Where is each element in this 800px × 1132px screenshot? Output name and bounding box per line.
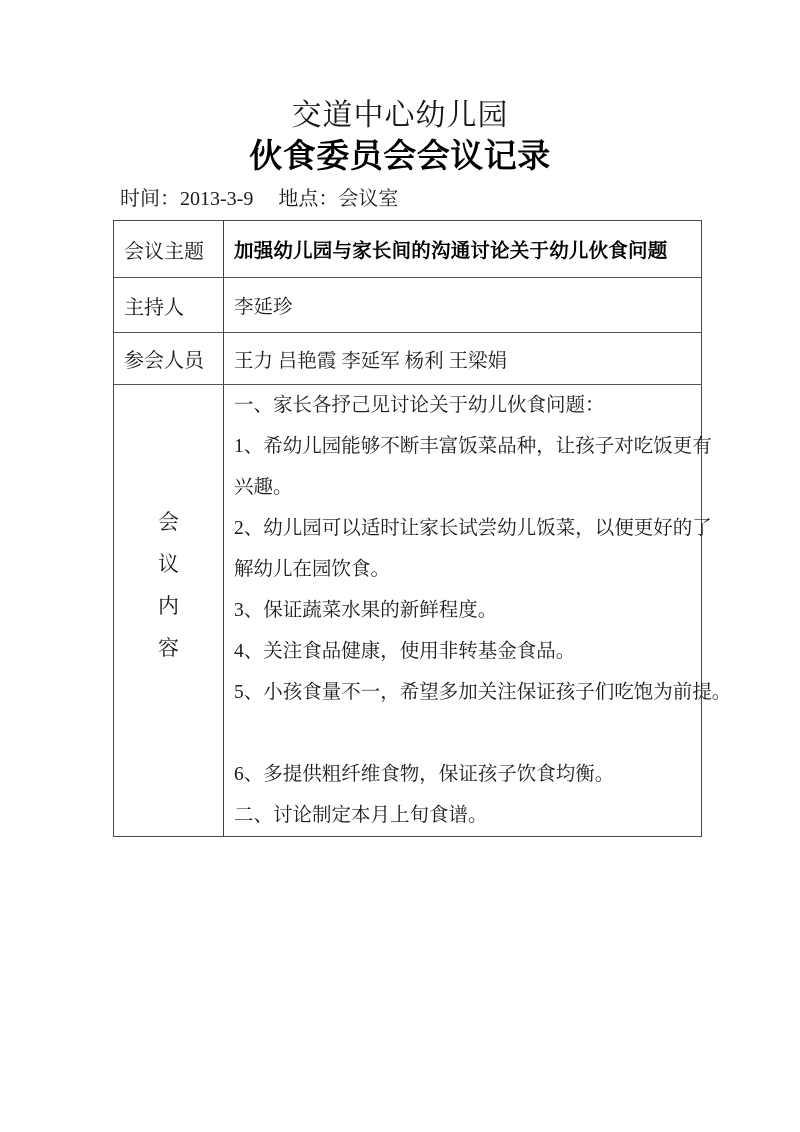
- doc-subtitle: 伙食委员会会议记录: [249, 137, 551, 174]
- content-label-vertical: [114, 509, 223, 661]
- content-line: 兴趣。: [234, 477, 293, 498]
- content-line: 1、希幼儿园能够不断丰富饭菜品种，让孩子对吃饭更有: [234, 436, 712, 457]
- attendees-value: 王力 吕艳霞 李延军 杨利 王梁娟: [234, 350, 508, 372]
- content-line: 二、讨论制定本月上旬食谱。: [234, 805, 488, 826]
- topic-label: 会议主题: [114, 221, 224, 277]
- doc-title: 交道中心幼儿园: [291, 99, 509, 132]
- content-line: 4、关注食品健康，使用非转基金食品。: [234, 641, 576, 662]
- content-line-blank: [234, 713, 731, 754]
- table-row-topic: [114, 221, 701, 278]
- meta-time: 时间：2013-3-9: [120, 188, 254, 210]
- content-line: 一、家长各抒己见讨论关于幼儿伙食问题：: [234, 395, 605, 416]
- content-line: 3、保证蔬菜水果的新鲜程度。: [234, 600, 498, 621]
- meta-place: 地点：会议室: [278, 188, 399, 210]
- content-label: [114, 385, 224, 836]
- host-label: 主持人: [114, 278, 224, 332]
- attendees-label: 参会人员: [114, 333, 224, 384]
- content-label-char: 会: [158, 510, 179, 534]
- content-line: 6、多提供粗纤维食物，保证孩子饮食均衡。: [234, 764, 615, 785]
- content-label-char: 容: [158, 636, 179, 660]
- content-text: [224, 385, 731, 836]
- content-line: 解幼儿在园饮食。: [234, 559, 391, 580]
- table-row-attendees: [114, 333, 701, 385]
- content-line: 2、幼儿园可以适时让家长试尝幼儿饭菜，以便更好的了: [234, 518, 712, 539]
- meeting-record-table: [113, 220, 732, 837]
- table-row-host: [114, 278, 701, 333]
- meta-line: [120, 186, 398, 212]
- content-label-char: 议: [158, 552, 179, 576]
- host-value: 李延珍: [234, 297, 293, 318]
- content-label-char: 内: [158, 594, 179, 618]
- topic-value: 加强幼儿园与家长间的沟通讨论关于幼儿伙食问题: [234, 240, 668, 262]
- content-line: 5、小孩食量不一，希望多加关注保证孩子们吃饱为前提。: [234, 682, 732, 703]
- table-row-content: [114, 385, 732, 836]
